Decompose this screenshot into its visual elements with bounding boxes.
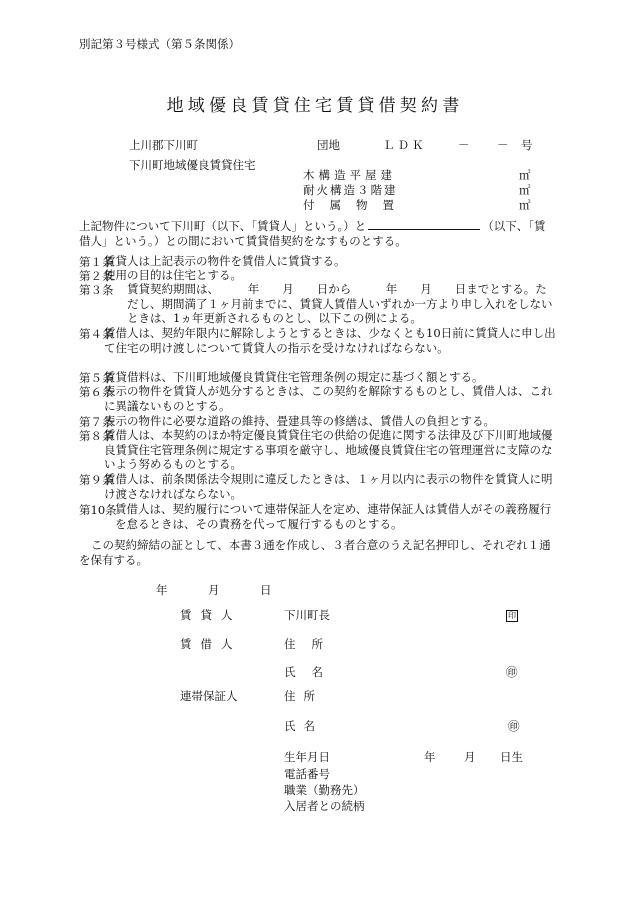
structure-fireproof [303,182,423,198]
property-name: 下川町地域優良賃貸住宅 [129,158,256,172]
guarantor-address-label: 住所 [284,689,323,703]
structure-wood [303,167,413,183]
lessee-seal: ㊞ [506,665,518,679]
structure-storage-unit: ㎡ [519,198,531,212]
article-6-head: 第６条 [79,385,114,399]
seal-square-icon: 印 [508,611,516,620]
article-9-head: 第９条 [79,473,114,487]
article-8 [79,428,557,472]
article-4-text: 賃借人は、契約年限内に解除しようとするときは、少なくとも10日前に賃貸人に申し出て住宅の明け渡しについて賃貸人の指示を受けなければならない。 [104,326,556,355]
lessor-label: 賃貸人 [180,608,242,622]
article-9-text: 賃借人は、前条関係法令規則に違反したときは、１ヶ月以内に表示の物件を賃貸人に明け渡さなければならない。 [104,472,553,501]
guarantor-label: 連帯保証人 [180,689,238,703]
intro-paragraph [79,218,551,249]
article-10-head: 第10条 [79,503,117,517]
article-8-text: 賃借人は、本契約のほか特定優良賃貸住宅の供給の促進に関する法律及び下川町地域優良賃貸住宅管理条例に規定する事項を厳守し、地域優良賃貸住宅の管理運営に支障のないよう努めるものとする。 [104,428,553,472]
lessor-seal [506,607,518,622]
article-4 [79,326,557,355]
article-3-text: 賃貸契約期間は、 年 月 日から 年 月 日までとする。ただし、期間満了１ヶ月前までに、賃貸人賃借人いずれか一方より申し入れをしないときは、1ヵ年更新されるものとし、以下この例による。 [127,282,553,326]
article-2 [79,268,557,283]
structure-fireproof-label: 耐火構造３階建 [303,183,398,197]
article-5-text: 賃貸借料は、下川町地域優良賃貸住宅管理条例の規定に基づく額とする。 [104,370,484,384]
article-1-head: 第１条 [79,255,114,269]
article-1 [79,254,557,269]
article-1-text: 賃貸人は上記表示の物件を賃借人に賃貸する。 [104,254,346,268]
dob-year: 年 [424,750,436,764]
article-8-head: 第８条 [79,429,114,443]
dob-label: 生年月日 [284,750,330,764]
property-go: 号 [521,138,533,152]
closing-paragraph: この契約締結の証として、本書３通を作成し、３者合意のうえ記名押印し、それぞれ１通を保有する。 [79,538,551,567]
dob-day: 日生 [500,750,523,764]
occupation-label: 職業（勤務先） [284,783,365,797]
structure-storage-label: 付属物置 [303,198,409,212]
property-dash-1: － [458,138,470,152]
article-7 [79,414,557,429]
date-month: 月 [208,583,220,597]
intro-part-b: （以下、「賃借人」という。）との間において賃貸借契約をなすものとする。 [79,219,546,248]
article-5 [79,370,557,385]
document-title: 地域優良賃貸住宅賃貸借契約書 [166,96,464,116]
date-year: 年 [156,583,168,597]
property-danchi: 団地 [317,138,340,152]
article-7-head: 第７条 [79,415,114,429]
article-3 [79,282,557,326]
guarantor-seal: ㊞ [508,719,520,733]
structure-storage [303,197,409,213]
guarantor-name-label: 氏名 [284,719,323,733]
lessor-name: 下川町長 [284,608,330,622]
lessee-address-label: 住所 [284,637,339,651]
article-5-head: 第５条 [79,371,114,385]
property-ldk: ＬＤＫ [383,138,427,152]
date-day: 日 [260,583,272,597]
phone-label: 電話番号 [284,767,330,781]
article-6-text: 表示の物件を賃貸人が処分するときは、この契約を解除するものとし、賃借人は、これに異議ないものとする。 [104,384,553,413]
property-dash-2: － [497,138,509,152]
intro-part-a: 上記物件について下川町（以下、「賃貸人」という。）と [79,219,367,233]
article-10 [79,502,557,531]
article-3-head: 第３条 [79,283,114,297]
article-9 [79,472,557,501]
relation-label: 入居者との続柄 [284,799,365,813]
lessee-name-label: 氏名 [284,665,339,679]
article-2-head: 第２条 [79,269,114,283]
structure-wood-unit: ㎡ [519,168,531,182]
structure-wood-label: 木構造平屋建 [303,168,396,182]
lessee-name-blank [368,218,480,230]
article-10-text: 賃借人は、契約履行について連帯保証人を定め、連帯保証人は賃借人がその義務履行を怠るときは、その責務を代って履行するものとする。 [115,502,552,531]
property-location: 上川郡下川町 [129,138,198,152]
structure-fireproof-unit: ㎡ [519,183,531,197]
dob-month: 月 [464,750,476,764]
article-6 [79,384,557,413]
form-id: 別記第３号様式（第５条関係） [79,37,240,51]
article-4-head: 第４条 [79,327,114,341]
lessee-label: 賃借人 [180,637,242,651]
article-2-text: 使用の目的は住宅とする。 [104,268,242,282]
article-7-text: 表示の物件に必要な道路の維持、畳建具等の修繕は、賃借人の負担とする。 [104,414,495,428]
